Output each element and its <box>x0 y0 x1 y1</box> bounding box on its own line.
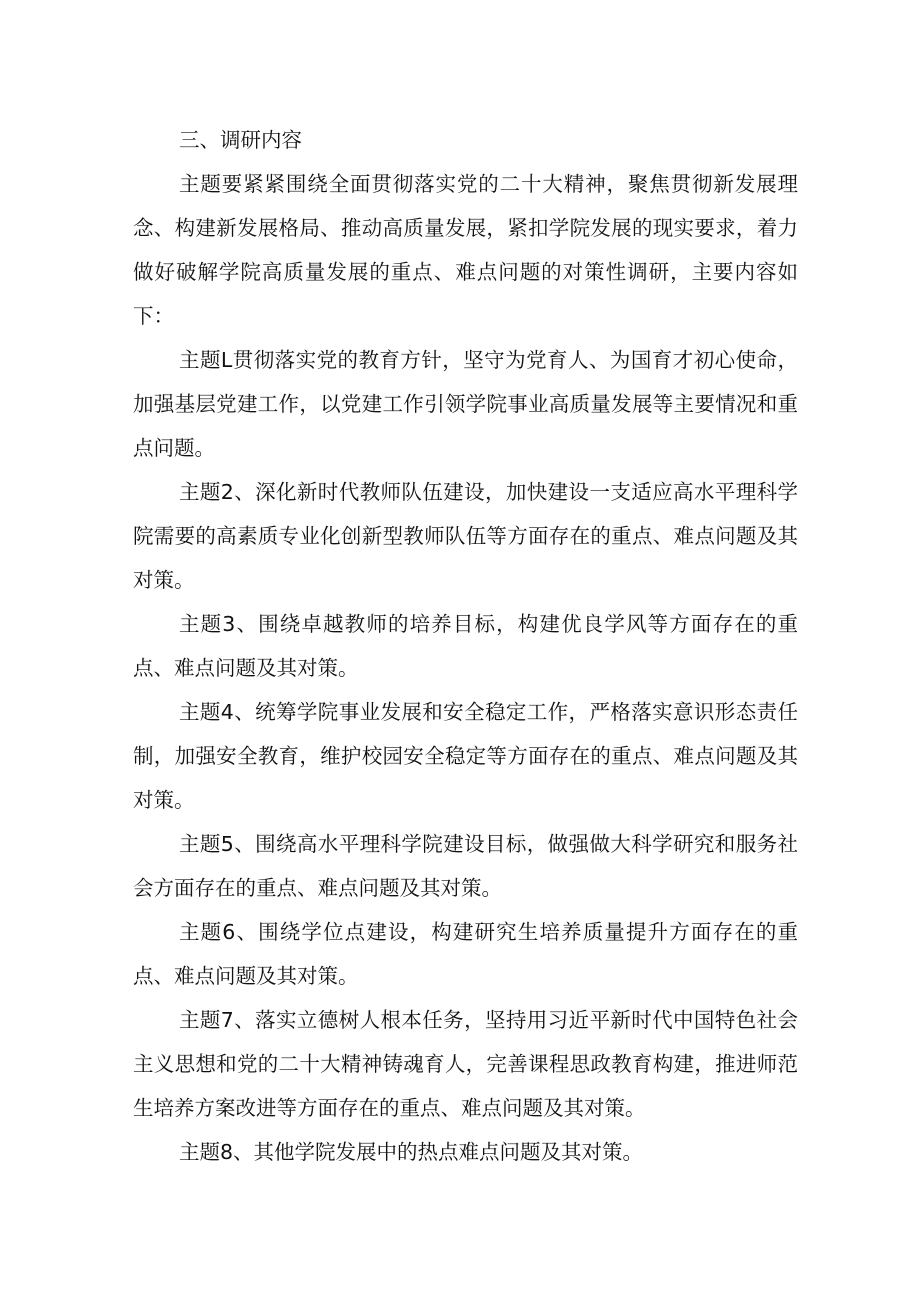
paragraph-topic-2: 主题2、深化新时代教师队伍建设，加快建设一支适应高水平理科学院需要的高素质专业化创新型教师队伍等方面存在的重点、难点问题及其对策。 <box>133 480 798 592</box>
paragraph-topic-7: 主题7、落实立德树人根本任务，坚持用习近平新时代中国特色社会主义思想和党的二十大精神铸魂育人，完善课程思政教育构建，推进师范生培养方案改进等方面存在的重点、难点问题及其对策。 <box>133 1008 798 1120</box>
paragraph-intro: 主题要紧紧围绕全面贯彻落实党的二十大精神，聚焦贯彻新发展理念、构建新发展格局、推动高质量发展，紧扣学院发展的现实要求，着力做好破解学院高质量发展的重点、难点问题的对策性调研，主要内容如下： <box>133 172 798 328</box>
document-body <box>133 118 798 1174</box>
section-heading: 三、调研内容 <box>179 128 302 152</box>
paragraph-topic-4: 主题4、统筹学院事业发展和安全稳定工作，严格落实意识形态责任制，加强安全教育，维护校园安全稳定等方面存在的重点、难点问题及其对策。 <box>133 700 798 812</box>
paragraph-topic-5: 主题5、围绕高水平理科学院建设目标，做强做大科学研究和服务社会方面存在的重点、难点问题及其对策。 <box>133 832 798 900</box>
paragraph-topic-8: 主题8、其他学院发展中的热点难点问题及其对策。 <box>179 1140 644 1164</box>
paragraph-topic-1: 主题L贯彻落实党的教育方针，坚守为党育人、为国育才初心使命，加强基层党建工作，以党建工作引领学院事业高质量发展等主要情况和重点问题。 <box>133 348 798 460</box>
paragraph-topic-6: 主题6、围绕学位点建设，构建研究生培养质量提升方面存在的重点、难点问题及其对策。 <box>133 920 798 988</box>
paragraph-topic-3: 主题3、围绕卓越教师的培养目标，构建优良学风等方面存在的重点、难点问题及其对策。 <box>133 612 798 680</box>
